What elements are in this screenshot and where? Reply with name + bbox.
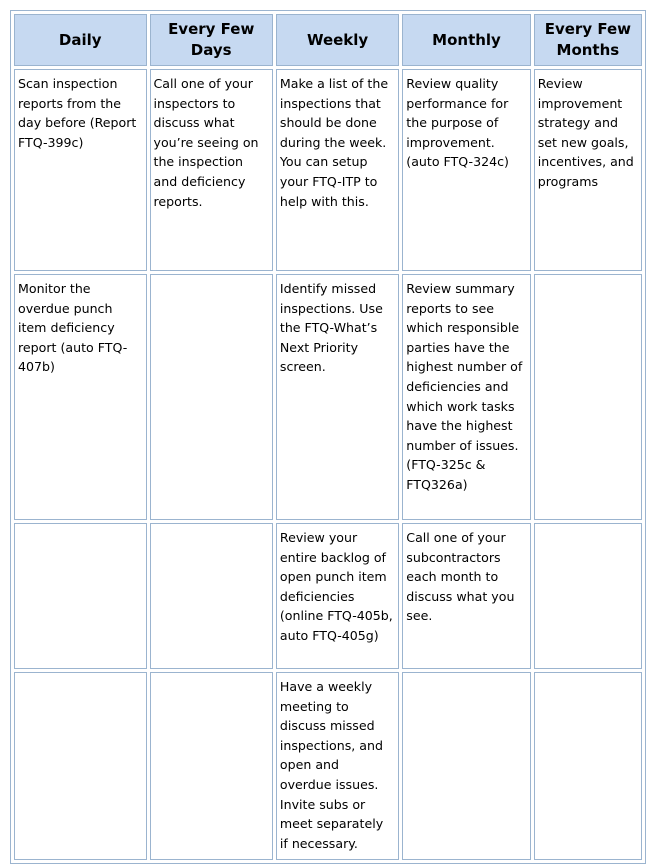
table-cell: Review improvement strategy and set new goals, incentives, and programs bbox=[534, 69, 642, 271]
table-cell: Review summary reports to see which responsible parties have the highest number of deficiencies and which work tasks have the highest number of issues.(FTQ-325c & FTQ326a) bbox=[402, 274, 530, 520]
table-row bbox=[14, 69, 642, 271]
table-cell: Call one of your subcontractors each month to discuss what you see. bbox=[402, 523, 530, 669]
table-cell bbox=[402, 672, 530, 860]
table-row bbox=[14, 672, 642, 860]
table-cell bbox=[150, 672, 273, 860]
table-cell: Monitor the overdue punch item deficiency report (auto FTQ-407b) bbox=[14, 274, 147, 520]
table-header bbox=[14, 14, 642, 66]
table-cell: Have a weekly meeting to discuss missed inspections, and open and overdue issues. Invite subs or meet separately if necessary. bbox=[276, 672, 399, 860]
header-weekly: Weekly bbox=[276, 14, 399, 66]
table-cell bbox=[534, 672, 642, 860]
table-row bbox=[14, 523, 642, 669]
header-monthly: Monthly bbox=[402, 14, 530, 66]
table-cell: Review quality performance for the purpose of improvement. (auto FTQ-324c) bbox=[402, 69, 530, 271]
table-cell bbox=[150, 274, 273, 520]
table-body bbox=[14, 69, 642, 860]
header-every-few-days: Every Few Days bbox=[150, 14, 273, 66]
schedule-table-container bbox=[10, 10, 646, 864]
table-cell: Scan inspection reports from the day before (Report FTQ-399c) bbox=[14, 69, 147, 271]
table-cell bbox=[14, 523, 147, 669]
table-cell: Review your entire backlog of open punch item deficiencies (online FTQ-405b, auto FTQ-405g) bbox=[276, 523, 399, 669]
table-cell bbox=[14, 672, 147, 860]
table-cell: Identify missed inspections. Use the FTQ-What’s Next Priority screen. bbox=[276, 274, 399, 520]
header-every-few-months: Every Few Months bbox=[534, 14, 642, 66]
table-cell: Make a list of the inspections that should be done during the week. You can setup your FTQ-ITP to help with this. bbox=[276, 69, 399, 271]
table-cell bbox=[150, 523, 273, 669]
header-daily: Daily bbox=[14, 14, 147, 66]
header-row bbox=[14, 14, 642, 66]
table-cell bbox=[534, 274, 642, 520]
table-row bbox=[14, 274, 642, 520]
quality-review-schedule-table bbox=[10, 10, 646, 864]
table-cell: Call one of your inspectors to discuss what you’re seeing on the inspection and deficiency reports. bbox=[150, 69, 273, 271]
table-cell bbox=[534, 523, 642, 669]
